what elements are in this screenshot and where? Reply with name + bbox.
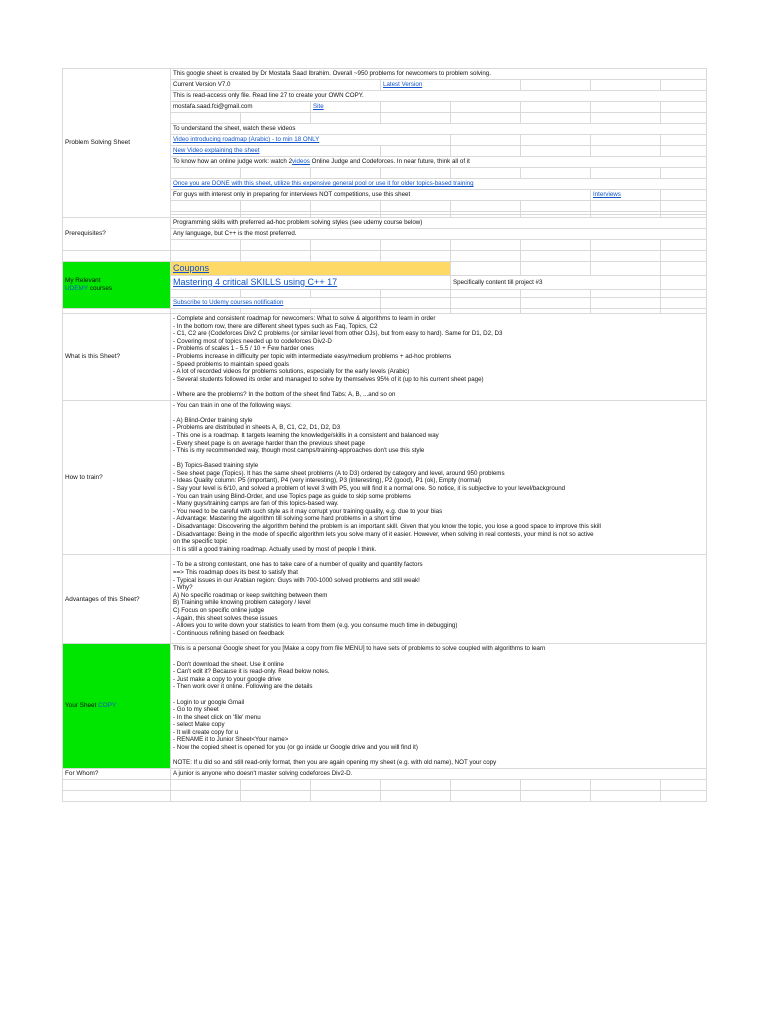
watch-videos-text: To understand the sheet, watch these videos: [171, 124, 707, 135]
copy-line: - select Make copy: [173, 721, 225, 729]
current-version: Current Version V7.0: [171, 80, 381, 91]
prereq-2: Any language, but C++ is the most preferred.: [171, 229, 707, 240]
sheet-table: [62, 68, 707, 802]
copy-line: - It will create copy for u: [173, 728, 239, 736]
train-line: - A) Blind-Order training style: [173, 416, 253, 424]
copy-content: [171, 644, 707, 769]
train-line: - Many guys/training camps are fan of this topics-based way.: [173, 500, 339, 508]
problem-solving-label: Problem Solving Sheet: [63, 69, 171, 218]
train-line: [173, 409, 704, 417]
adv-content: [171, 555, 707, 644]
copy-line: - Just make a copy to your google drive: [173, 675, 281, 683]
train-line: - See sheet page (Topics). It has the same sheet problems (A to D3) ordered by category and level, around 950 problems: [173, 469, 505, 477]
what-line: [173, 383, 704, 391]
train-line: - Problems are distributed in sheets A, B, C1, C2, D1, D2, D3: [173, 424, 341, 432]
what-line: - Several students followed its order and managed to solve by themselves 95% of it (up to his current sheet page): [173, 375, 484, 383]
whom-label: For Whom?: [63, 768, 171, 779]
copy-line: This is a personal Google sheet for you [Make a copy from file MENU] to have sets of problems to solve coupled with algorithms to learn: [173, 645, 546, 653]
adv-line: - To be a strong contestant, one has to take care of a number of quality and quantity factors: [173, 561, 423, 569]
interviews-text: For guys with interest only in preparing for interviews NOT competitions, use this sheet: [171, 190, 591, 201]
judge-work-prefix: To know how an online judge work: watch 2: [173, 158, 293, 165]
copy-line: - Then work over it online. Following are the details: [173, 683, 313, 691]
what-line: - Covering most of topics needed up to codeforces Div2-D: [173, 337, 332, 345]
train-line: - Every sheet page is on average harder than the previous sheet page: [173, 439, 365, 447]
video-intro-link[interactable]: Video introducing roadmap (Arabic) - to min 18 ONLY: [171, 135, 451, 146]
video-explain-link[interactable]: New Video explaining the sheet: [171, 146, 381, 157]
what-line: - In the bottom row, there are different sheet types such as Faq, Topics, C2: [173, 322, 378, 330]
train-line: - B) Topics-Based training style: [173, 462, 259, 470]
adv-line: - Typical issues in our Arabian region: Guys with 700-1000 solved problems and still weak!: [173, 576, 420, 584]
udemy-label: [63, 262, 171, 309]
copy-line: - Can't edit it? Because it is read-only. Read below notes.: [173, 668, 330, 676]
copy-line: - Login to ur google Gmail: [173, 698, 245, 706]
judge-work-suffix: Online Judge and Codeforces. In near future, think all of it: [309, 158, 470, 165]
readonly-note: This is read-access only file. Read line 27 to create your OWN COPY.: [171, 91, 707, 102]
copy-line: [173, 653, 704, 661]
author-email: mostafa.saad.fci@gmail.com: [171, 102, 311, 113]
copy-line: - Don't download the sheet. Use it online: [173, 660, 284, 668]
site-link[interactable]: Site: [311, 102, 381, 113]
what-line: - Speed problems to maintain speed goals: [173, 360, 289, 368]
adv-line: C) Focus on specific online judge: [173, 606, 265, 614]
whom-text: A junior is anyone who doesn't master solving codeforces Div2-D.: [171, 768, 707, 779]
train-label: How to train?: [63, 400, 171, 555]
what-line: - Problems of scales 1 - 5.5 / 10 + Few harder ones: [173, 345, 314, 353]
spreadsheet: [62, 68, 706, 802]
copy-line: - Go to my sheet: [173, 706, 219, 714]
copy-label-1: Your Sheet: [65, 702, 99, 710]
copy-line: NOTE: If u did so and still read-only format, then you are again opening my sheet (e.g. with old name), NOT your copy: [173, 759, 497, 767]
adv-line: B) Training while knowing problem category / level: [173, 599, 311, 607]
train-line: - You can train using Blind-Order, and use Topics page as guide to skip some problems: [173, 492, 411, 500]
judge-videos-link[interactable]: videos: [292, 158, 310, 165]
subscribe-link[interactable]: Subscribe to Udemy courses notification: [171, 298, 381, 309]
train-line: - Disadvantage: Discovering the algorithm behind the problem is an important skill. Given that you know the topic, you lose a good space to improve this skill: [173, 523, 601, 531]
train-line: - You can train in one of the following ways:: [173, 401, 292, 409]
copy-label: [63, 644, 171, 769]
train-line: - This one is a roadmap. It targets learning the knowledge/skills in a consistent and balanced way: [173, 431, 439, 439]
done-link[interactable]: Once you are DONE with this sheet, utilize this expensive general pool or use it for older topics-based training: [171, 179, 707, 190]
coupons-link[interactable]: Coupons: [171, 262, 451, 276]
copy-line: [173, 752, 704, 760]
what-line: - Complete and consistent roadmap for newcomers: What to solve & algorithms to learn in order: [173, 315, 436, 322]
train-content: [171, 400, 707, 555]
copy-label-2: COPY: [98, 702, 117, 710]
train-line: - It is still a good training roadmap. Actually used by most of people I think.: [173, 545, 377, 553]
train-line: - Say your level is 6/10, and solved a problem of level 3 with P5, you will find it a normal one. So notice, it is subjective to your level/background: [173, 485, 566, 493]
prereq-1: Programming skills with preferred ad-hoc problem solving styles (see udemy course below): [171, 218, 707, 229]
copy-line: - In the sheet click on 'file' menu: [173, 713, 261, 721]
adv-line: - Allows you to write down your statistics to learn from them (e.g. you consume much time in debugging): [173, 622, 458, 630]
what-line: - Where are the problems? In the bottom of the sheet find Tabs: A, B, ...and so on: [173, 390, 396, 398]
adv-line: - Again, this sheet solves these issues: [173, 614, 278, 622]
train-line: - Advantage: Mastering the algorithm till solving some hard problems in a short time: [173, 515, 402, 523]
udemy-label-2: UDEMY: [65, 285, 88, 292]
train-line: [173, 455, 704, 463]
udemy-label-1: My Relevant: [65, 277, 101, 285]
train-line: - You need to be careful with such style as it may corrupt your training quality, e.g. due to your bias: [173, 507, 443, 515]
adv-label: Advantages of this Sheet?: [63, 555, 171, 644]
udemy-label-3: courses: [87, 285, 113, 292]
train-line: - This is my recommended way, though most camps/training-approaches don't use this style: [173, 447, 425, 455]
copy-line: - RENAME it to Junior Sheet<Your name>: [173, 736, 289, 744]
what-line: - C1, C2 are (Codeforces Div2 C problems (or similar level from other OJs), but from easy to hard). Same for D1, D2, D3: [173, 330, 503, 338]
train-line: - Disadvantage: Being in the mode of specific algorithm lets you solve many of it easier. However, when solving in real contests, your mind is not so active: [173, 530, 594, 538]
adv-line: - Continuous refining based on feedback: [173, 629, 285, 637]
latest-version-link[interactable]: Latest Version: [381, 80, 521, 91]
adv-line: - Why?: [173, 584, 193, 592]
copy-line: [173, 691, 704, 699]
copy-line: - Now the copied sheet is opened for you (or go inside ur Google drive and you will find it): [173, 744, 418, 752]
course-note: Specifically content till project #3: [451, 276, 661, 290]
what-line: - A lot of recorded videos for problems solutions, especially for the early levels (Arabic): [173, 368, 410, 376]
adv-line: A) No specific roadmap or keep switching between them: [173, 591, 328, 599]
prereq-label: Prerequisites?: [63, 218, 171, 251]
train-line: on the specific topic: [173, 538, 228, 546]
what-label: What is this Sheet?: [63, 314, 171, 401]
train-line: - Ideas Quality column: P5 (important), P4 (very interesting), P3 (interesting), P2 (good), P1 (ok), Empty (normal): [173, 477, 482, 485]
what-content: [171, 314, 707, 401]
intro-text: This google sheet is created by Dr Mostafa Saad Ibrahim. Overall ~950 problems for newcomers to problem solving.: [171, 69, 707, 80]
interviews-link[interactable]: Interviews: [591, 190, 661, 201]
course-link[interactable]: Mastering 4 critical SKILLS using C++ 17: [171, 276, 451, 290]
adv-line: ==> This roadmap does its best to satisfy that: [173, 569, 298, 576]
what-line: - Problems increase in difficulty per topic with intermediate easy/medium problems + ad-hoc problems: [173, 352, 452, 360]
judge-work-text: [171, 157, 707, 168]
